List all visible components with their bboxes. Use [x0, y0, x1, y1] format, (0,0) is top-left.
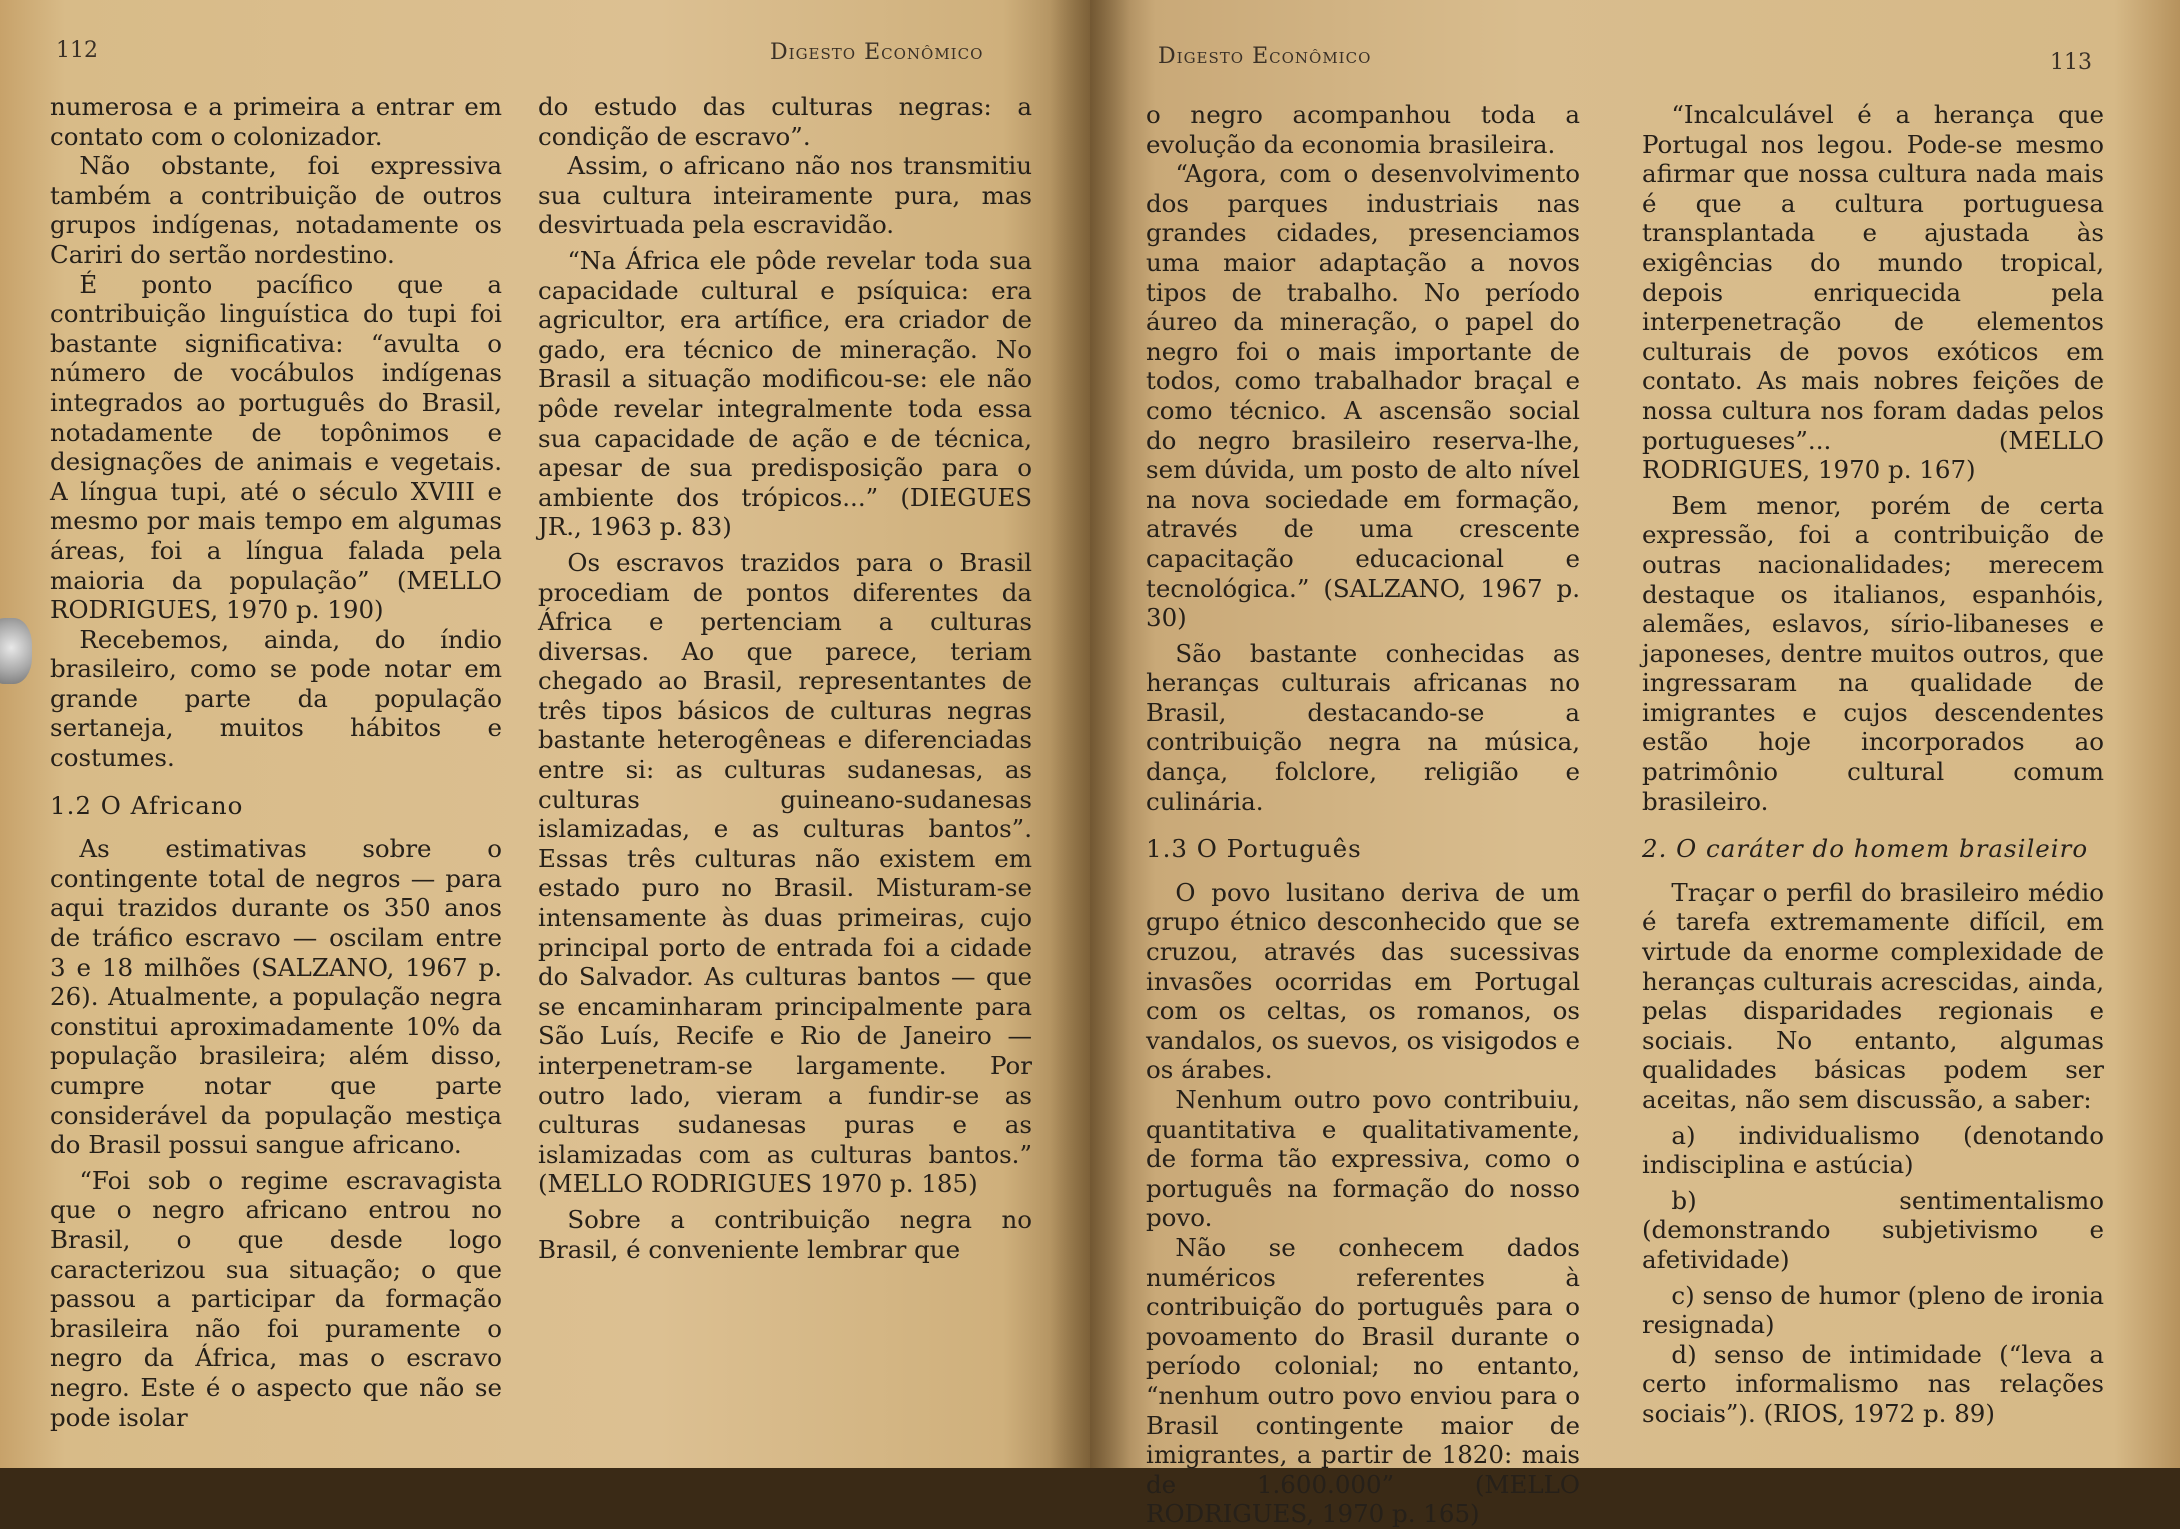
paragraph: Não se conhecem dados numéricos referentes à contribuição do português para o povoamento do Brasil durante o período colonial; no entanto, “nenhum outro povo enviou para o Brasil contingente maior de imigrantes, a partir de 1820: mais de 1.600.000” (MELLO RODRIGUES, 1970 p. 165)	[1146, 1232, 1580, 1529]
paragraph: o negro acompanhou toda a evolução da economia brasileira.	[1146, 100, 1580, 159]
paragraph: Sobre a contribuição negra no Brasil, é conveniente lembrar que	[538, 1204, 1032, 1264]
paragraph: “Foi sob o regime escravagista que o negro africano entrou no Brasil, o que desde logo caracterizou sua situação; o que passou a participar da formação brasileira não foi puramente o negro da África, mas o escravo negro. Este é o aspecto que não se pode isolar	[50, 1165, 502, 1432]
right-column-2	[1642, 100, 2104, 1429]
paragraph: “Agora, com o desenvolvimento dos parques industriais nas grandes cidades, presenciamos uma maior adaptação a novos tipos de trabalho. No período áureo da mineração, o papel do negro foi o mais importante de todos, como trabalhador braçal e como técnico. A ascensão social do negro brasileiro reserva-lhe, sem dúvida, um posto de alto nível na nova sociedade em formação, através de uma crescente capacitação educacional e tecnológica.” (SALZANO, 1967 p. 30)	[1146, 159, 1580, 633]
paragraph: numerosa e a primeira a entrar em contato com o colonizador.	[50, 92, 502, 151]
paragraph: Os escravos trazidos para o Brasil procediam de pontos diferentes da África e pertenciam a culturas diversas. Ao que parece, teriam chegado ao Brasil, representantes de três tipos básicos de culturas negras bastante heterogêneas e diferenciadas entre si: as culturas sudanesas, as culturas guineano-sudanesas islamizadas, e as culturas bantos”. Essas três culturas não existem em estado puro no Brasil. Misturam-se intensamente às duas primeiras, cujo principal porto de entrada foi a cidade do Salvador. As culturas bantos — que se encaminharam principalmente para São Luís, Recife e Rio de Janeiro — interpenetram-se largamente. Por outro lado, vieram a fundir-se as culturas sudanesas puras e as islamizadas com as culturas bantos.” (MELLO RODRIGUES 1970 p. 185)	[538, 547, 1032, 1199]
paragraph: Não obstante, foi expressiva também a contribuição de outros grupos indígenas, notadamente os Cariri do sertão nordestino.	[50, 151, 502, 269]
paragraph: Recebemos, ainda, do índio brasileiro, como se pode notar em grande parte da população sertaneja, muitos hábitos e costumes.	[50, 624, 502, 773]
left-column-1	[50, 92, 502, 1432]
paragraph: “Na África ele pôde revelar toda sua capacidade cultural e psíquica: era agricultor, era artífice, era criador de gado, era técnico de mineração. No Brasil a situação modificou-se: ele não pôde revelar integralmente toda essa sua capacidade de ação e de técnica, apesar de sua predisposição para o ambiente dos trópicos...” (DIEGUES JR., 1963 p. 83)	[538, 245, 1032, 542]
list-item: d) senso de intimidade (“leva a certo informalismo nas relações sociais”). (RIOS, 1972 p. 89)	[1642, 1339, 2104, 1428]
paragraph: “Incalculável é a herança que Portugal nos legou. Pode-se mesmo afirmar que nossa cultura nada mais é que a cultura portuguesa transplantada e ajustada às exigências do mundo tropical, depois enriquecida pela interpenetração de elementos culturais de povos exóticos em contato. As mais nobres feições de nossa cultura nos foram dadas pelos portugueses”... (MELLO RODRIGUES, 1970 p. 167)	[1642, 100, 2104, 485]
gutter-shadow-left	[1050, 0, 1090, 1468]
binder-clip-icon	[0, 618, 32, 684]
left-page	[0, 0, 1090, 1468]
running-head-left: Digesto Econômico	[770, 40, 984, 65]
left-column-2	[538, 92, 1032, 1264]
section-heading: 1.3 O Português	[1146, 834, 1362, 864]
paragraph: Traçar o perfil do brasileiro médio é tarefa extremamente difícil, em virtude da enorme complexidade de heranças culturais acrescidas, ainda, pelas disparidades regionais e sociais. No entanto, algumas qualidades básicas podem ser aceitas, não sem discussão, a saber:	[1642, 877, 2104, 1114]
list-item: c) senso de humor (pleno de ironia resignada)	[1642, 1280, 2104, 1340]
gutter-shadow-right	[1090, 0, 1130, 1468]
list-item: b) sentimentalismo (demonstrando subjetivismo e afetividade)	[1642, 1185, 2104, 1274]
paragraph: Assim, o africano não nos transmitiu sua cultura inteiramente pura, mas desvirtuada pela escravidão.	[538, 151, 1032, 240]
paragraph: Bem menor, porém de certa expressão, foi a contribuição de outras nacionalidades; merecem destaque os italianos, espanhóis, alemães, eslavos, sírio-libaneses e japoneses, dentre muitos outros, que ingressaram na qualidade de imigrantes e cujos descendentes estão hoje incorporados ao patrimônio cultural comum brasileiro.	[1642, 490, 2104, 816]
paragraph: É ponto pacífico que a contribuição linguística do tupi foi bastante significativa: “avulta o número de vocábulos indígenas integrados ao português do Brasil, notadamente de topônimos e designações de animais e vegetais. A língua tupi, até o século XVIII e mesmo por mais tempo em algumas áreas, foi a língua falada pela maioria da população” (MELLO RODRIGUES, 1970 p. 190)	[50, 269, 502, 625]
paragraph: São bastante conhecidas as heranças culturais africanas no Brasil, destacando-se a contribuição negra na música, dança, folclore, religião e culinária.	[1146, 638, 1580, 816]
paragraph: do estudo das culturas negras: a condição de escravo”.	[538, 92, 1032, 151]
section-heading: 2. O caráter do homem brasileiro	[1642, 834, 2089, 864]
running-head-right: Digesto Econômico	[1158, 44, 1372, 69]
right-column-1	[1146, 100, 1580, 1529]
paragraph: Nenhum outro povo contribuiu, quantitativa e qualitativamente, de forma tão expressiva, como o português na formação do nosso povo.	[1146, 1085, 1580, 1233]
paragraph: O povo lusitano deriva de um grupo étnico desconhecido que se cruzou, através das sucessivas invasões ocorridas em Portugal com os celtas, os romanos, os vandalos, os suevos, os visigodos e os árabes.	[1146, 877, 1580, 1085]
section-heading: 1.2 O Africano	[50, 790, 244, 820]
list-item: a) individualismo (denotando indisciplina e astúcia)	[1642, 1120, 2104, 1180]
right-page	[1090, 0, 2180, 1529]
paragraph: As estimativas sobre o contingente total de negros — para aqui trazidos durante os 350 anos de tráfico escravo — oscilam entre 3 e 18 milhões (SALZANO, 1967 p. 26). Atualmente, a população negra constitui aproximadamente 10% da população brasileira; além disso, cumpre notar que parte considerável da população mestiça do Brasil possui sangue africano.	[50, 834, 502, 1160]
page-number-left: 112	[56, 38, 98, 63]
page-number-right: 113	[2050, 50, 2092, 75]
